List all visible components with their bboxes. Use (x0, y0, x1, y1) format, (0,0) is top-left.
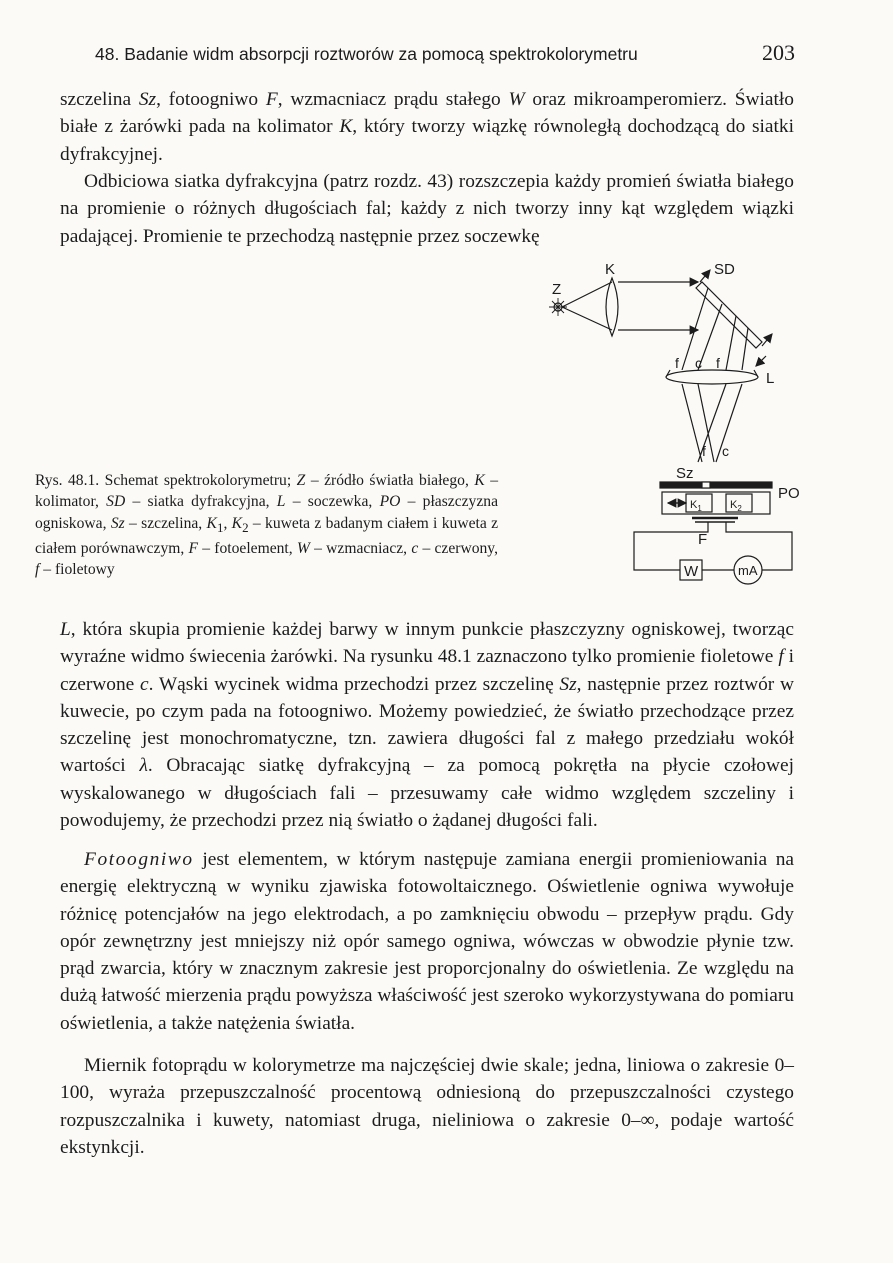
diffraction-grating (696, 282, 762, 348)
label-fotoelement: F (698, 531, 708, 548)
label-sd: SD (714, 261, 735, 278)
label-f-upper-left: f (675, 355, 679, 371)
slit (702, 482, 710, 488)
label-f-lower: f (702, 443, 706, 459)
term-fotoogniwo: Fotoogniwo (84, 849, 194, 870)
spectrocolorimeter-figure (530, 260, 810, 600)
focal-plane (660, 482, 772, 488)
label-k: K (605, 261, 616, 278)
grating-rotation-arrow-down (756, 356, 766, 366)
lamp-rays-icon (549, 298, 567, 316)
label-f-upper-right: f (716, 355, 720, 371)
paragraph-3: L, która skupia promienie każdej barwy w innym punkcie płaszczyzny ogniskowej, tworząc wyraźne widmo świecenia żarówki. Na rysunku 48.1 zaznaczono tylko promienie fioletowe f i czerwone c. Wąski wycinek widma przechodzi przez szczelinę Sz, następnie przez roztwór w kuwecie, po czym pada na fotoogniwo. Możemy powiedzieć, że światło przechodzące przez szczelinę jest monochromatyczne, tzn. zawiera długości fal z małego przedziału wokół wartości λ. Obracając siatkę dyfrakcyjną – za pomocą pokrętła na płycie czołowej wyskalowanego w długościach fali – przesuwamy całe widmo względem szczeliny i powodujemy, że przechodzi przez nią światło o żądanej długości fali. (60, 619, 794, 832)
label-sz: Sz (676, 465, 694, 482)
collimator-lens (606, 278, 618, 336)
paragraph-4: Fotoogniwo jest elementem, w którym następuje zamiana energii promieniowania na energię elektryczną w wyniku zjawiska fotowoltaicznego. Oświetlenie ogniwa wywołuje różnicę potencjałów na jego elektrodach, a po zamknięciu obwodu – przepływ prądu. Gdy opór zewnętrzny jest mniejszy niż opór samego ogniwa, wówczas w obwodzie płynie tzw. prąd zwarcia, który w znacznym zakresie jest proporcjonalny do oświetlenia. Ze względu na dużą łatwość mierzenia prądu powyższa właściwość jest szeroko wykorzystywana do pomiaru oświetlenia, a także natężenia światła. (60, 849, 794, 1034)
grating-rotation-arrow-top (700, 270, 710, 282)
paragraph-1: szczelina Sz, fotoogniwo F, wzmacniacz prądu stałego W oraz mikroamperomierz. Światło białe z żarówki pada na kolimator K, który tworzy wiązkę równoległą dochodzącą do siatki dyfrakcyjnej. (60, 89, 794, 165)
running-header-title: 48. Badanie widm absorpcji roztworów za pomocą spektrokolorymetru (95, 44, 638, 64)
label-c-lower: c (722, 443, 729, 459)
grating-rotation-arrow-right (762, 334, 772, 346)
page-header (95, 40, 795, 70)
label-c-upper: c (695, 355, 702, 371)
label-w: W (684, 563, 699, 580)
page-number: 203 (762, 40, 795, 65)
figure-caption: Rys. 48.1. Schemat spektrokolorymetru; Z – źródło światła białego, K – kolimator, SD – siatka dyfrakcyjna, L – soczewka, PO – płaszczyzna ogniskowa, Sz – szczelina, $K_1$, $K_2$ – kuweta z badanym ciałem i kuweta z ciałem porównawczym, F – fotoelement, W – wzmacniacz, c – czerwony, f – fioletowy (35, 472, 499, 579)
paragraph-2: Odbiciowa siatka dyfrakcyjna (patrz rozdz. 43) rozszczepia każdy promień światła białego na promienie o różnych długościach fal; każdy z nich tworzy inny kąt względem wiązki padającej. Promienie te przechodzą następnie przez soczewkę (60, 171, 794, 247)
label-k2: $K_2$ (730, 499, 742, 513)
label-k1: $K_1$ (690, 499, 702, 513)
paragraph-5: Miernik fotoprądu w kolorymetrze ma najczęściej dwie skale; jedna, liniowa o zakresie 0–100, wyraża przepuszczalność procentową odniesioną do przepuszczalności czystego rozpuszczalnika i kuwety, natomiast druga, nieliniowa o zakresie 0–∞, podaje wartość ekstynkcji. (60, 1055, 794, 1158)
label-l: L (766, 370, 775, 387)
label-po: PO (778, 485, 800, 502)
label-z: Z (552, 281, 562, 298)
spectrocolorimeter-diagram (530, 260, 810, 600)
focusing-lens (666, 370, 758, 384)
label-ma: mA (738, 563, 758, 578)
